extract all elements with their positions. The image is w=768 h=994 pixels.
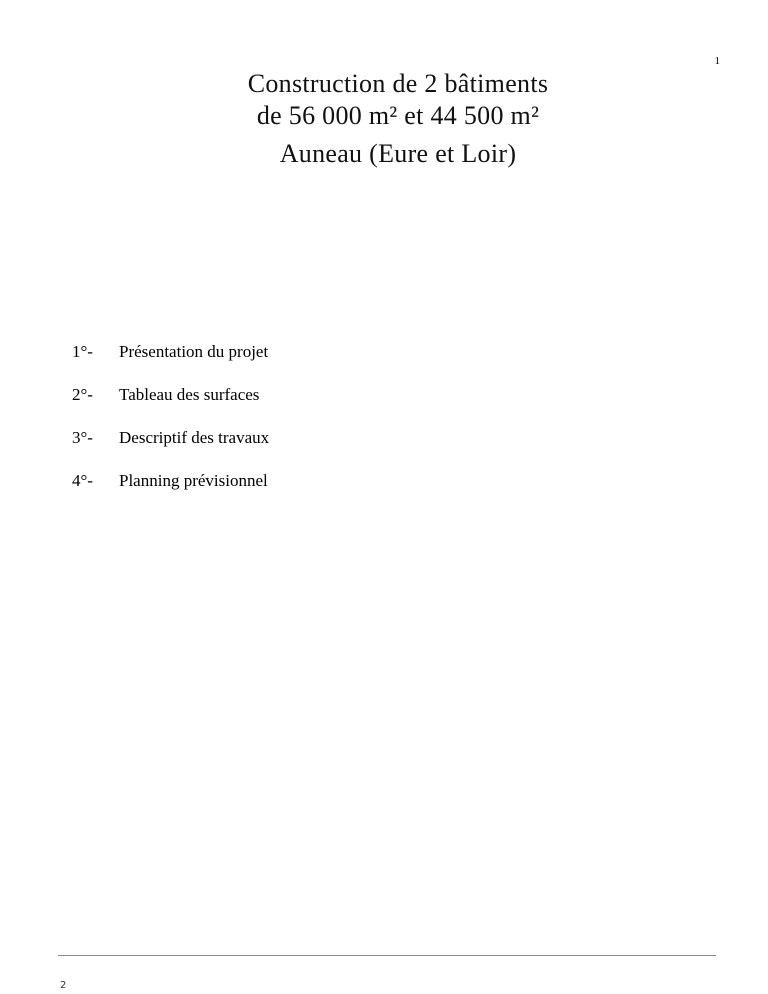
footer-divider	[58, 955, 716, 956]
title-line-surfaces: de 56 000 m² et 44 500 m²	[256, 101, 540, 130]
toc-item-label: Planning prévisionnel	[119, 471, 268, 490]
toc-item-label: Présentation du projet	[119, 342, 269, 361]
document-title	[0, 68, 768, 170]
toc-item-number: 2°-	[72, 385, 93, 404]
footer-page-number: 2	[60, 980, 67, 991]
page-number: 1	[714, 55, 720, 67]
toc-item-label: Descriptif des travaux	[119, 428, 270, 447]
toc-item	[72, 471, 672, 492]
toc-item-number: 1°-	[72, 342, 93, 361]
toc-item	[72, 428, 672, 449]
title-line-location: Auneau (Eure et Loir)	[279, 139, 517, 168]
toc-item	[72, 385, 672, 406]
toc-item	[72, 342, 672, 363]
toc-item-label: Tableau des surfaces	[119, 385, 260, 404]
toc-item-number: 3°-	[72, 428, 93, 447]
toc-item-number: 4°-	[72, 471, 93, 490]
table-of-contents	[72, 342, 672, 514]
title-line-project: Construction de 2 bâtiments	[247, 69, 549, 98]
